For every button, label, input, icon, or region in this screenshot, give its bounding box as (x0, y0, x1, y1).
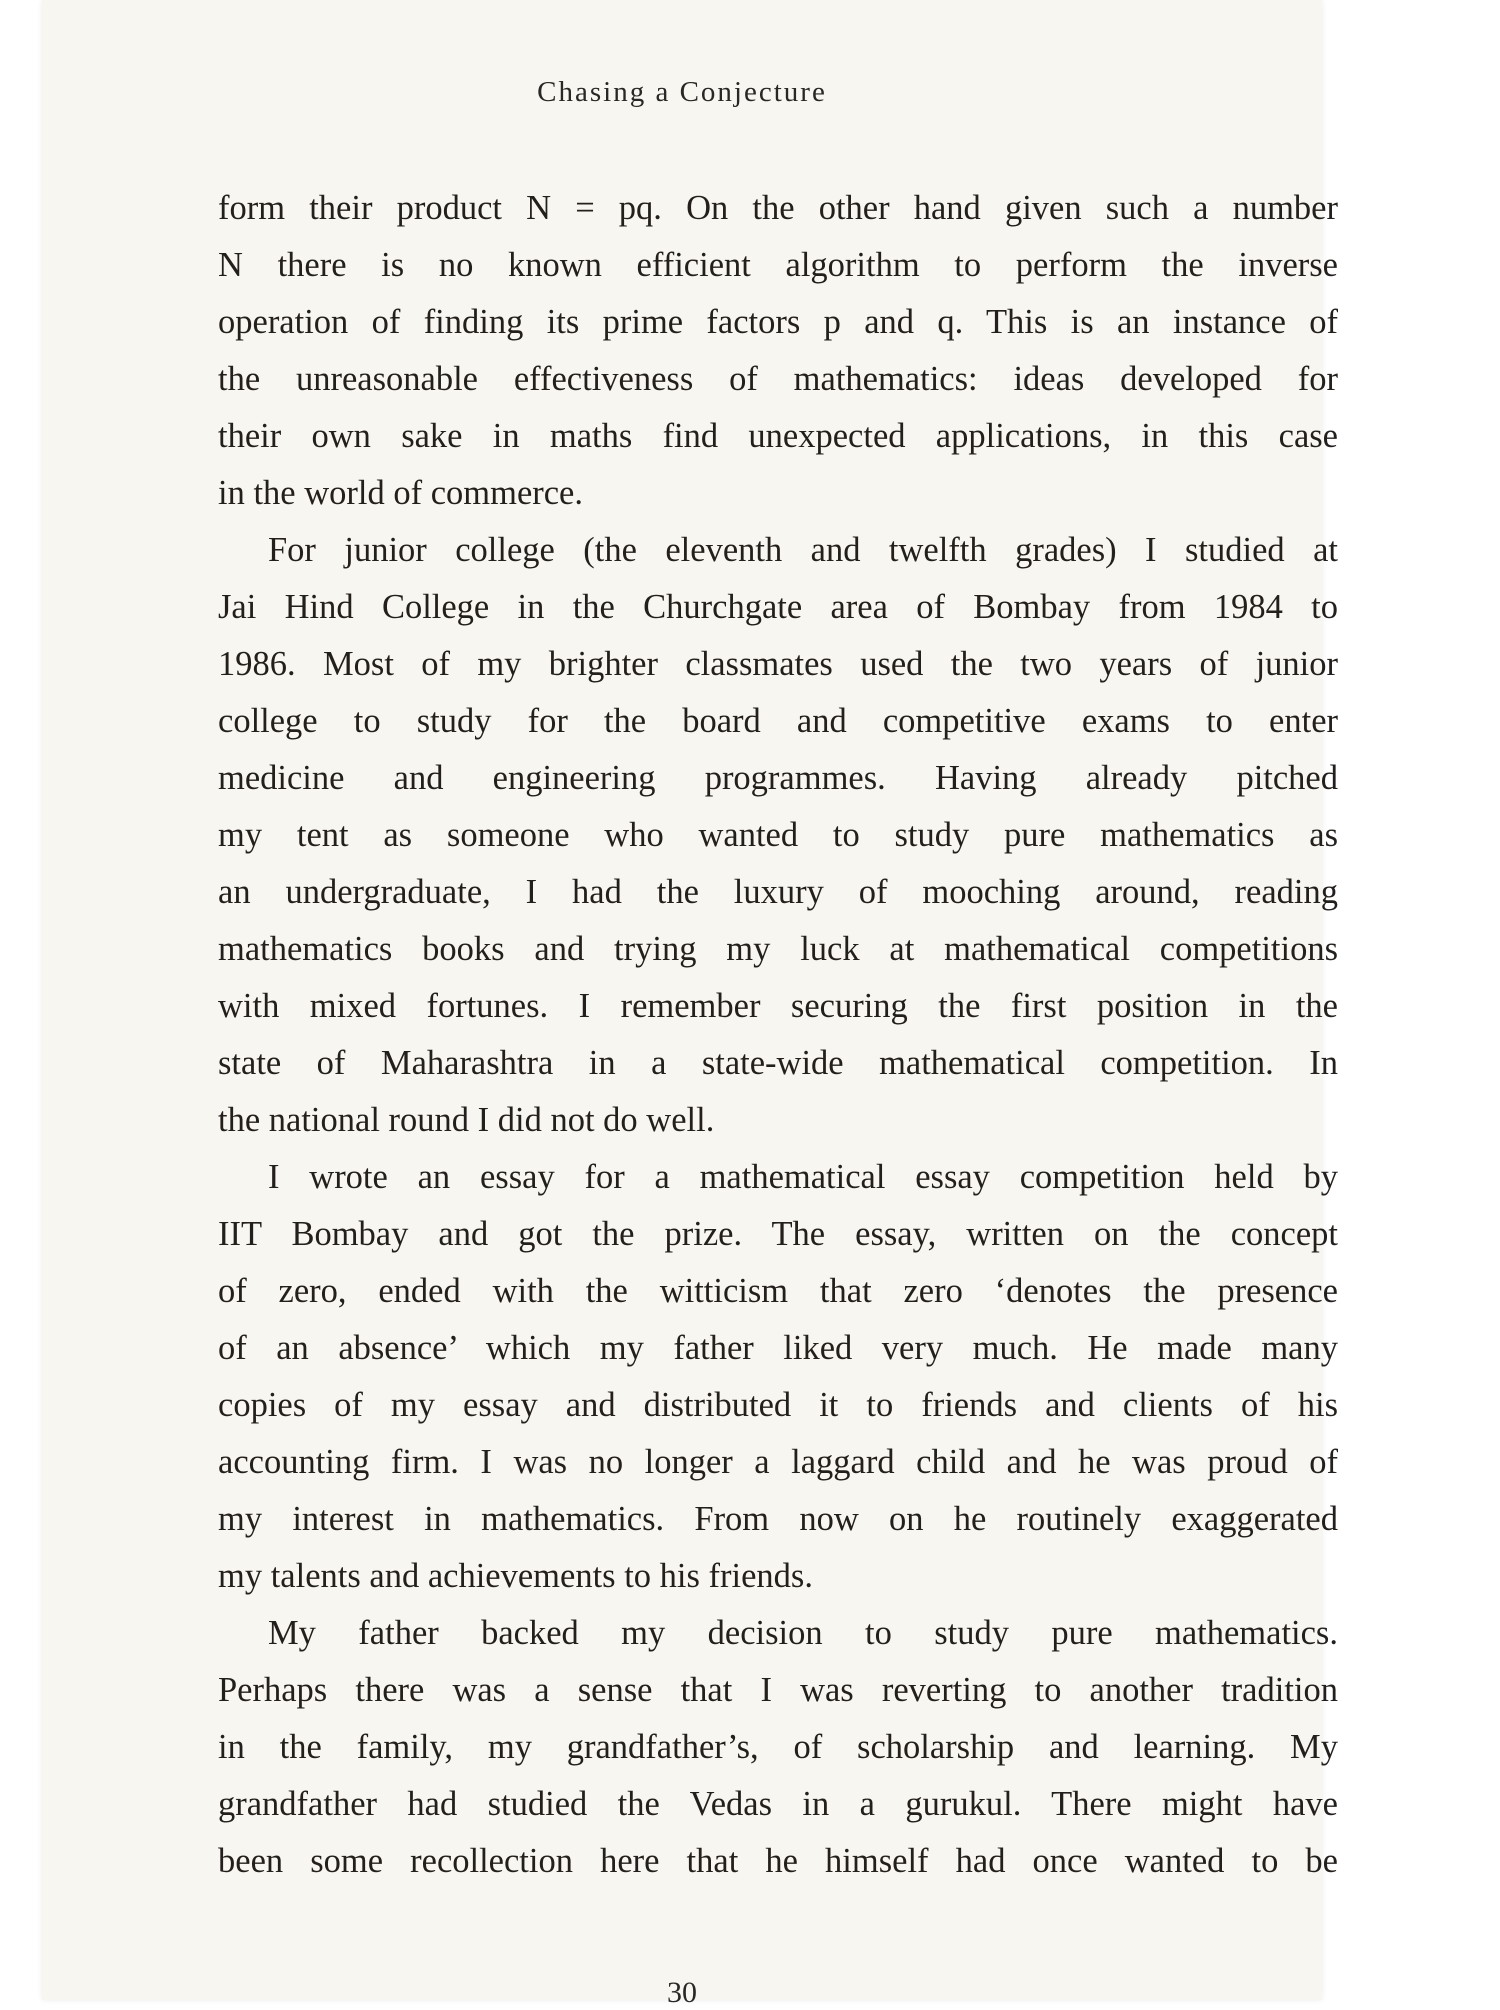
text-line: my interest in mathematics. From now on he routinely exaggerated (218, 1500, 1338, 1538)
paragraph-2 (218, 522, 1338, 1149)
text-line: my tent as someone who wanted to study pure mathematics as (218, 816, 1338, 854)
body-text (218, 180, 1338, 1890)
text-line: with mixed fortunes. I remember securing the first position in the (218, 987, 1338, 1025)
text-line: mathematics books and trying my luck at mathematical competitions (218, 930, 1338, 968)
text-line: For junior college (the eleventh and twelfth grades) I studied at (268, 531, 1338, 569)
text-line: My father backed my decision to study pure mathematics. (268, 1614, 1338, 1652)
text-line: N there is no known efficient algorithm to perform the inverse (218, 246, 1338, 284)
page-number: 30 (667, 1976, 697, 2009)
book-page (42, 0, 1338, 2009)
text-line: been some recollection here that he himself had once wanted to be (218, 1842, 1338, 1880)
text-line: the national round I did not do well. (218, 1101, 715, 1139)
text-line: of an absence’ which my father liked very much. He made many (218, 1329, 1338, 1367)
text-line: operation of finding its prime factors p and q. This is an instance of (218, 303, 1338, 341)
text-line: state of Maharashtra in a state-wide mathematical competition. In (218, 1044, 1338, 1082)
text-line: in the family, my grandfather’s, of scholarship and learning. My (218, 1728, 1338, 1766)
text-line: their own sake in maths find unexpected applications, in this case (218, 417, 1338, 455)
text-line: accounting firm. I was no longer a laggard child and he was proud of (218, 1443, 1338, 1481)
text-line: medicine and engineering programmes. Having already pitched (218, 759, 1338, 797)
running-head: Chasing a Conjecture (537, 76, 827, 108)
text-line: an undergraduate, I had the luxury of mooching around, reading (218, 873, 1338, 911)
paragraph-1 (218, 180, 1338, 522)
paragraph-3 (218, 1149, 1338, 1605)
text-line: the unreasonable effectiveness of mathematics: ideas developed for (218, 360, 1338, 398)
text-line: my talents and achievements to his friends. (218, 1557, 813, 1595)
text-line: copies of my essay and distributed it to friends and clients of his (218, 1386, 1338, 1424)
text-line: grandfather had studied the Vedas in a gurukul. There might have (218, 1785, 1338, 1823)
text-line: IIT Bombay and got the prize. The essay, written on the concept (218, 1215, 1338, 1253)
text-line: Jai Hind College in the Churchgate area of Bombay from 1984 to (218, 588, 1338, 626)
text-line: I wrote an essay for a mathematical essay competition held by (268, 1158, 1338, 1196)
text-line: 1986. Most of my brighter classmates used the two years of junior (218, 645, 1338, 683)
text-line: of zero, ended with the witticism that zero ‘denotes the presence (218, 1272, 1338, 1310)
text-line: Perhaps there was a sense that I was reverting to another tradition (218, 1671, 1338, 1709)
text-line: college to study for the board and competitive exams to enter (218, 702, 1338, 740)
paragraph-4 (218, 1605, 1338, 1890)
text-line: form their product N = pq. On the other hand given such a number (218, 189, 1338, 227)
text-line: in the world of commerce. (218, 474, 583, 512)
